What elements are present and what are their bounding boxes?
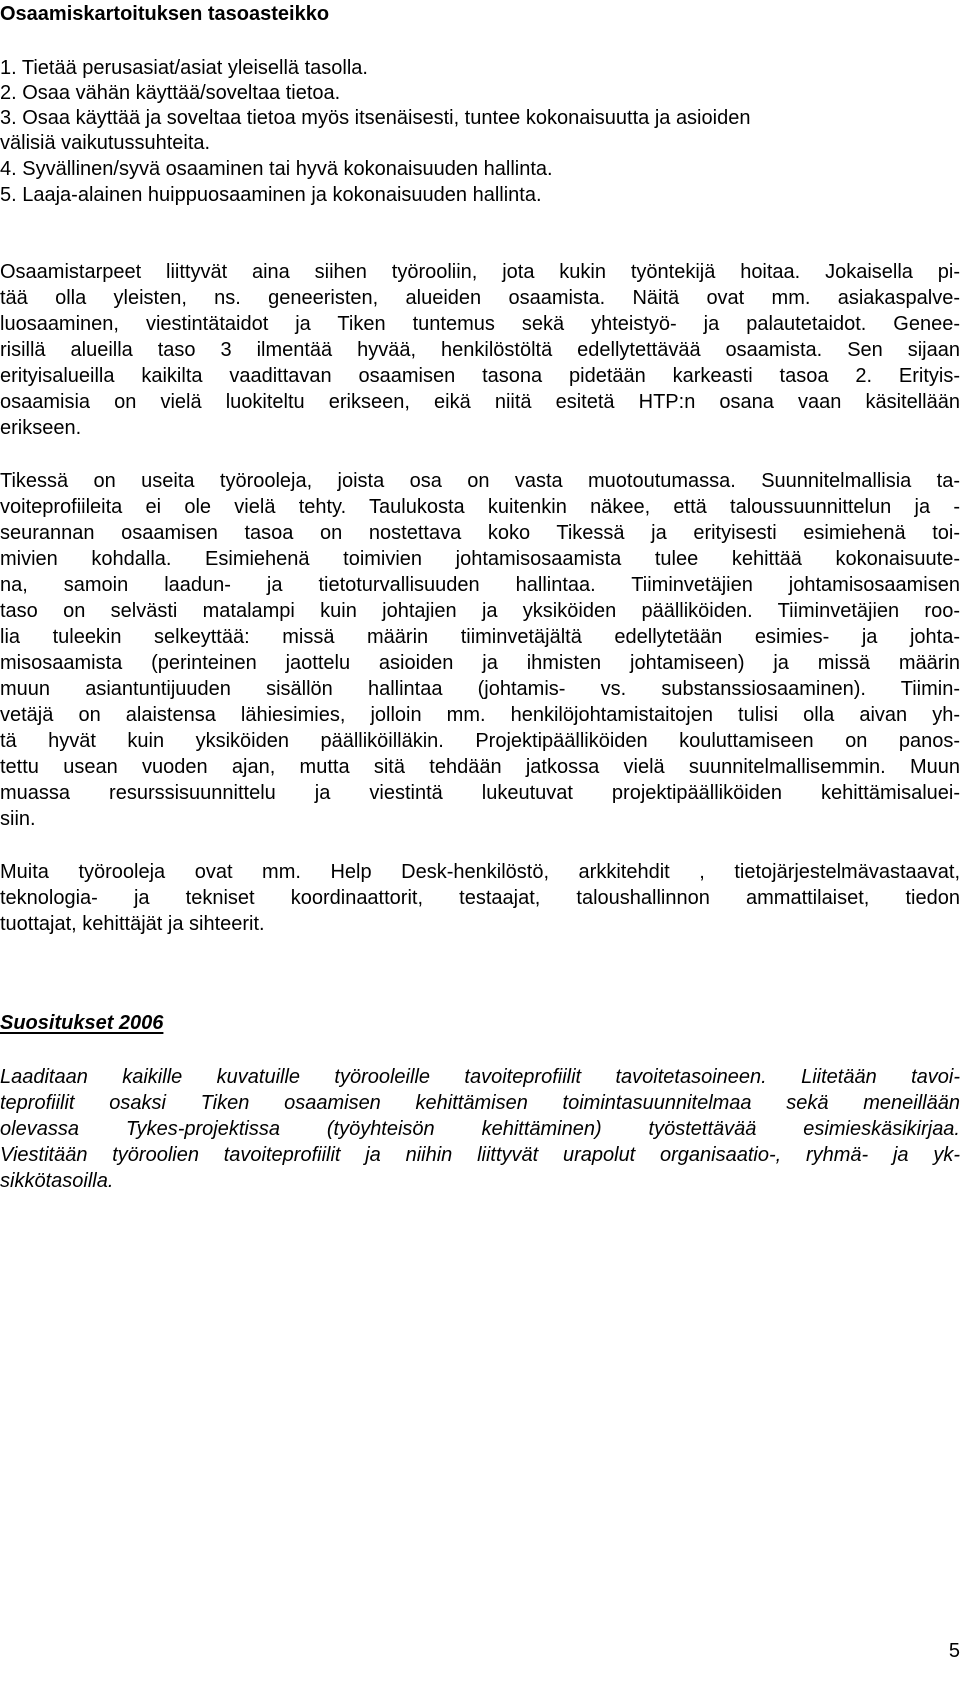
recommendation-line: olevassa Tykes-projektissa (työyhteisön kehittäminen) työstettävää esimieskäsikirjaa. bbox=[0, 1118, 960, 1140]
paragraph-line: tettu usean vuoden ajan, mutta sitä tehdään jatkossa vielä suunnitelmallisemmin. Muun bbox=[0, 756, 960, 778]
page-number: 5 bbox=[948, 1640, 960, 1662]
paragraph-line: risillä alueilla taso 3 ilmentää hyvää, henkilöstöltä edellytettävää osaamista. Sen sijaan bbox=[0, 339, 960, 361]
paragraph-line: voiteprofiileita ei ole vielä tehty. Taulukosta kuitenkin näkee, että taloussuunnittelun ja - bbox=[0, 496, 960, 518]
paragraph-line: teknologia- ja tekniset koordinaattorit, testaajat, taloushallinnon ammattilaiset, tiedon bbox=[0, 887, 960, 909]
paragraph-line: luosaaminen, viestintätaidot ja Tiken tuntemus sekä yhteistyö- ja palautetaidot. Genee- bbox=[0, 313, 960, 335]
paragraph-line: muun asiantuntijuuden sisällön hallintaa (johtamis- vs. substanssiosaaminen). Tiimin- bbox=[0, 678, 960, 700]
paragraph-line: tää olla yleisten, ns. geneeristen, alueiden osaamista. Näitä ovat mm. asiakaspalve- bbox=[0, 287, 960, 309]
recommendations-heading: Suositukset 2006 bbox=[0, 1012, 164, 1034]
paragraph-line: Osaamistarpeet liittyvät aina siihen työrooliin, jota kukin työntekijä hoitaa. Jokaisella pi- bbox=[0, 261, 960, 283]
recommendation-line: Viestitään työroolien tavoiteprofiilit ja niihin liittyvät urapolut organisaatio-, ryhmä- ja yk- bbox=[0, 1144, 960, 1166]
paragraph-line: vetäjä on alaistensa lähiesimies, jolloin mm. henkilöjohtamistaitojen tulisi olla aivan yh- bbox=[0, 704, 960, 726]
recommendation-last-line: sikkötasoilla. bbox=[0, 1170, 114, 1192]
paragraph-line: lia tuleekin selkeyttää: missä määrin tiiminvetäjältä edellytetään esimies- ja johta- bbox=[0, 626, 960, 648]
paragraph-last-line: tuottajat, kehittäjät ja sihteerit. bbox=[0, 913, 265, 935]
paragraph-line: taso on selvästi matalampi kuin johtajien ja yksiköiden päälliköiden. Tiiminvetäjien roo- bbox=[0, 600, 960, 622]
recommendation-line: teprofiilit osaksi Tiken osaamisen kehittämisen toimintasuunnitelmaa sekä meneillään bbox=[0, 1092, 960, 1114]
paragraph-last-line: erikseen. bbox=[0, 417, 82, 439]
recommendation-line: Laaditaan kaikille kuvatuille työrooleille tavoiteprofiilit tavoitetasoineen. Liitetään tavoi- bbox=[0, 1066, 960, 1088]
level-item: 5. Laaja-alainen huippuosaaminen ja kokonaisuuden hallinta. bbox=[0, 184, 542, 206]
level-item: 1. Tietää perusasiat/asiat yleisellä tasolla. bbox=[0, 57, 368, 79]
paragraph-line: Muita työrooleja ovat mm. Help Desk-henkilöstö, arkkitehdit , tietojärjestelmävastaavat, bbox=[0, 861, 960, 883]
paragraph-last-line: siin. bbox=[0, 808, 36, 830]
level-item: 2. Osaa vähän käyttää/soveltaa tietoa. bbox=[0, 82, 341, 104]
paragraph-line: misosaamista (perinteinen jaottelu asioiden ja ihmisten johtamiseen) ja missä määrin bbox=[0, 652, 960, 674]
page-title: Osaamiskartoituksen tasoasteikko bbox=[0, 3, 330, 25]
paragraph-line: tä hyvät kuin yksiköiden päälliköilläkin. Projektipäälliköiden kouluttamiseen on panos- bbox=[0, 730, 960, 752]
level-item: 4. Syvällinen/syvä osaaminen tai hyvä kokonaisuuden hallinta. bbox=[0, 158, 553, 180]
level-item: 3. Osaa käyttää ja soveltaa tietoa myös itsenäisesti, tuntee kokonaisuutta ja asioiden bbox=[0, 107, 751, 129]
paragraph-line: erityisalueilla kaikilta vaadittavan osaamisen tasona pidetään karkeasti tasoa 2. Erityis- bbox=[0, 365, 960, 387]
paragraph-line: muassa resurssisuunnittelu ja viestintä lukeutuvat projektipäälliköiden kehittämisaluei- bbox=[0, 782, 960, 804]
paragraph-line: Tikessä on useita työrooleja, joista osa on vasta muotoutumassa. Suunnitelmallisia ta- bbox=[0, 470, 960, 492]
paragraph-line: na, samoin laadun- ja tietoturvallisuuden hallintaa. Tiiminvetäjien johtamisosaamisen bbox=[0, 574, 960, 596]
paragraph-line: seurannan osaamisen tasoa on nostettava koko Tikessä ja erityisesti esimiehenä toi- bbox=[0, 522, 960, 544]
level-item-continuation: välisiä vaikutussuhteita. bbox=[0, 132, 211, 154]
paragraph-line: mivien kohdalla. Esimiehenä toimivien johtamisosaamista tulee kehittää kokonaisuute- bbox=[0, 548, 960, 570]
paragraph-line: osaamisia on vielä luokiteltu erikseen, eikä niitä esitetä HTP:n osana vaan käsitellään bbox=[0, 391, 960, 413]
